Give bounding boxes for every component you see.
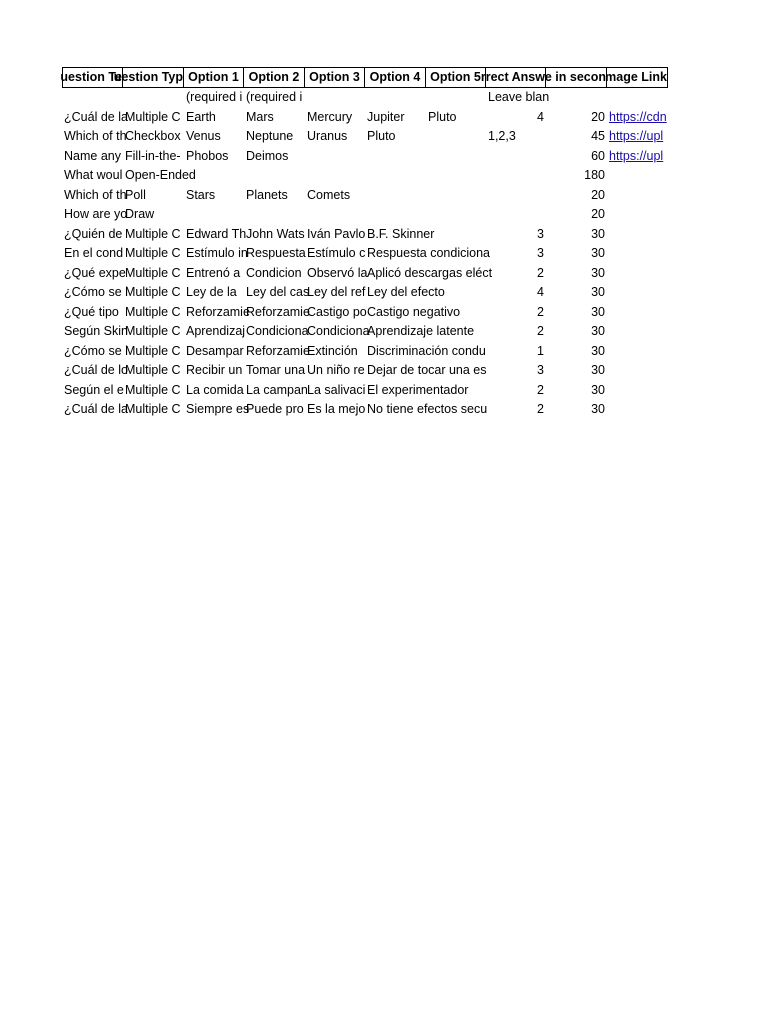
cell-time-in-seconds[interactable]: 45 (591, 129, 605, 143)
cell-option-5[interactable] (426, 400, 486, 420)
cell-image-link[interactable] (607, 264, 668, 284)
table-row (62, 264, 668, 284)
cell-option-1[interactable]: Stars (186, 187, 216, 202)
table-body (62, 88, 668, 420)
cell-image-link[interactable] (607, 342, 668, 362)
table-row (62, 342, 668, 362)
cell-option-5[interactable] (426, 205, 486, 225)
cell-option-5[interactable]: Pluto (428, 109, 457, 124)
cell-option-2[interactable] (244, 205, 305, 225)
cell-time-in-seconds[interactable]: 30 (591, 226, 605, 241)
cell-option-3[interactable]: Un niño re (307, 363, 365, 377)
cell-question-text[interactable]: ¿Qué expe (64, 265, 126, 280)
cell-time-in-seconds[interactable]: 30 (591, 343, 605, 358)
cell-time-in-seconds[interactable] (546, 88, 607, 108)
cell-question-type[interactable]: Poll (125, 187, 146, 202)
cell-option-3[interactable]: Iván Pavlo (307, 226, 366, 241)
cell-time-in-seconds[interactable]: 60 (591, 148, 605, 163)
cell-option-1[interactable]: Phobos (186, 148, 229, 163)
cell-time-in-seconds[interactable]: 20 (591, 187, 605, 202)
cell-option-5[interactable] (426, 127, 486, 147)
cell-option-3[interactable] (305, 88, 365, 108)
cell-option-5[interactable] (426, 166, 486, 186)
cell-correct-answer[interactable]: 1 (537, 343, 544, 358)
cell-option-4[interactable] (365, 147, 426, 167)
cell-option-4[interactable]: Jupiter (367, 109, 405, 124)
cell-option-5[interactable] (426, 283, 486, 303)
cell-option-2[interactable]: Respuesta (246, 246, 306, 260)
cell-correct-answer[interactable] (486, 205, 546, 225)
cell-image-link[interactable] (607, 381, 668, 401)
cell-option-1[interactable]: Desampar (186, 343, 244, 358)
cell-question-type[interactable]: Multiple C (125, 265, 181, 280)
table-row (62, 361, 668, 381)
table-row (62, 303, 668, 323)
cell-question-text[interactable] (62, 88, 123, 108)
header-image-link[interactable]: mage Link (607, 67, 668, 88)
header-option-2[interactable]: Option 2 (244, 67, 305, 88)
header-time-in-seconds[interactable]: e in secon (546, 67, 607, 88)
cell-option-3[interactable] (305, 205, 365, 225)
header-question-type[interactable]: uestion Typ (123, 67, 184, 88)
cell-image-link[interactable] (607, 322, 668, 342)
cell-option-2[interactable]: Planets (246, 187, 288, 202)
cell-option-1[interactable]: Ley de la (186, 285, 237, 299)
cell-question-type[interactable]: Multiple C (125, 402, 181, 416)
cell-option-4[interactable]: Aplicó descargas eléct (367, 265, 493, 280)
cell-correct-answer[interactable] (486, 166, 546, 186)
cell-question-text[interactable]: Which of th (64, 187, 127, 202)
table-row (62, 283, 668, 303)
cell-correct-answer[interactable]: 2 (537, 304, 544, 319)
cell-option-2[interactable]: Reforzamie (246, 343, 310, 358)
cell-image-link[interactable] (607, 244, 668, 264)
cell-time-in-seconds[interactable]: 30 (591, 382, 605, 397)
cell-option-2[interactable] (244, 166, 305, 186)
cell-option-4[interactable]: Respuesta condiciona (367, 246, 490, 260)
cell-question-text[interactable]: Which of th (64, 129, 127, 143)
table-row (62, 108, 668, 128)
header-option-1[interactable]: Option 1 (184, 67, 244, 88)
cell-option-4[interactable]: Castigo negativo (367, 304, 461, 319)
cell-option-3[interactable]: Ley del ref (307, 285, 366, 299)
cell-option-5[interactable] (426, 322, 486, 342)
cell-option-1[interactable] (184, 166, 244, 186)
cell-option-2[interactable]: Mars (246, 109, 274, 124)
cell-option-3[interactable]: Castigo po (307, 304, 367, 319)
header-question-text[interactable]: uestion Te (62, 67, 123, 88)
header-option-5[interactable]: Option 5 (426, 67, 486, 88)
cell-image-link[interactable] (607, 400, 668, 420)
cell-option-3[interactable]: Mercury (307, 109, 353, 124)
cell-option-1[interactable]: La comida (186, 382, 244, 397)
cell-option-2[interactable]: Condicion (246, 265, 302, 280)
cell-option-2[interactable]: John Wats (246, 226, 305, 241)
cell-question-type[interactable]: Draw (125, 207, 155, 221)
cell-image-link[interactable]: https://upl (609, 129, 664, 143)
cell-question-text[interactable]: Según el e (64, 382, 124, 397)
cell-correct-answer[interactable]: 2 (537, 382, 544, 397)
cell-option-1[interactable]: Edward Th (186, 226, 247, 241)
cell-question-type[interactable]: Multiple C (125, 343, 181, 358)
cell-question-type[interactable]: Fill-in-the- (125, 148, 181, 163)
header-row (62, 67, 668, 88)
cell-option-3[interactable]: Uranus (307, 129, 348, 143)
cell-time-in-seconds[interactable]: 180 (584, 168, 605, 182)
cell-option-4[interactable]: B.F. Skinner (367, 226, 435, 241)
cell-option-1[interactable]: (required i (186, 90, 243, 104)
cell-option-3[interactable]: Comets (307, 187, 351, 202)
cell-option-5[interactable] (426, 381, 486, 401)
cell-option-1[interactable]: Entrenó a (186, 265, 241, 280)
cell-time-in-seconds[interactable]: 30 (591, 285, 605, 299)
cell-question-text[interactable]: ¿Cuál de la (64, 402, 128, 416)
table-row (62, 166, 668, 186)
cell-correct-answer[interactable]: 2 (537, 265, 544, 280)
cell-option-3[interactable]: Extinción (307, 343, 358, 358)
cell-question-text[interactable]: En el cond (64, 246, 124, 260)
cell-option-4[interactable]: El experimentador (367, 382, 469, 397)
cell-image-link[interactable] (607, 361, 668, 381)
cell-correct-answer[interactable]: 2 (537, 402, 544, 416)
cell-option-2[interactable]: La campan (246, 382, 308, 397)
cell-image-link[interactable] (607, 166, 668, 186)
header-correct-answer[interactable]: rrect Answ (486, 67, 546, 88)
cell-option-5[interactable] (426, 361, 486, 381)
cell-option-1[interactable]: Reforzamie (186, 304, 250, 319)
table-row (62, 322, 668, 342)
cell-question-text[interactable]: How are yo (64, 207, 128, 221)
cell-option-3[interactable]: Estímulo c (307, 246, 366, 260)
cell-time-in-seconds[interactable]: 30 (591, 265, 605, 280)
cell-option-3[interactable]: La salivaci (307, 382, 366, 397)
cell-option-1[interactable]: Earth (186, 109, 216, 124)
table-row (62, 381, 668, 401)
cell-option-2[interactable]: Deimos (246, 148, 289, 163)
cell-option-5[interactable] (426, 244, 486, 264)
cell-option-3[interactable] (305, 147, 365, 167)
cell-question-text[interactable]: ¿Cómo se l (64, 285, 128, 299)
cell-question-type[interactable] (123, 88, 184, 108)
cell-question-text[interactable]: What woul (64, 168, 123, 182)
cell-question-text[interactable]: ¿Cuál de lo (64, 363, 128, 377)
cell-correct-answer[interactable] (486, 186, 546, 206)
cell-option-4[interactable] (365, 205, 426, 225)
cell-correct-answer[interactable]: 1,2,3 (488, 129, 516, 143)
cell-question-type[interactable]: Open-Ended (125, 168, 196, 182)
cell-image-link[interactable] (607, 283, 668, 303)
cell-image-link[interactable] (607, 303, 668, 323)
cell-correct-answer[interactable]: 4 (537, 109, 544, 124)
cell-option-4[interactable] (365, 166, 426, 186)
cell-option-4[interactable]: No tiene efectos secu (367, 402, 488, 416)
table-row (62, 186, 668, 206)
table-row (62, 205, 668, 225)
cell-option-2[interactable]: (required i (246, 90, 303, 104)
cell-option-3[interactable]: Observó la (307, 265, 368, 280)
cell-image-link[interactable] (607, 88, 668, 108)
header-option-4[interactable]: Option 4 (365, 67, 426, 88)
table-row (62, 127, 668, 147)
cell-option-3[interactable]: Condiciona (307, 324, 370, 338)
cell-time-in-seconds[interactable]: 20 (591, 109, 605, 124)
cell-time-in-seconds[interactable]: 30 (591, 304, 605, 319)
cell-time-in-seconds[interactable]: 30 (591, 402, 605, 416)
table-row (62, 244, 668, 264)
cell-time-in-seconds[interactable]: 20 (591, 207, 605, 221)
cell-correct-answer[interactable]: Leave blan (488, 90, 550, 104)
cell-option-3[interactable] (305, 166, 365, 186)
cell-option-2[interactable]: Tomar una (246, 363, 306, 377)
cell-correct-answer[interactable]: 3 (537, 363, 544, 377)
cell-option-4[interactable]: Pluto (367, 129, 396, 143)
table-row (62, 225, 668, 245)
cell-question-text[interactable]: Según Skin (64, 324, 128, 338)
cell-option-2[interactable]: Reforzamie (246, 304, 310, 319)
cell-option-5[interactable] (426, 264, 486, 284)
cell-option-3[interactable]: Es la mejo (307, 402, 366, 416)
cell-option-1[interactable]: Aprendizaj (186, 324, 246, 338)
cell-correct-answer[interactable] (486, 147, 546, 167)
cell-question-type[interactable]: Multiple C (125, 304, 181, 319)
cell-correct-answer[interactable]: 3 (537, 226, 544, 241)
cell-option-4[interactable]: Dejar de tocar una es (367, 363, 487, 377)
header-option-3[interactable]: Option 3 (305, 67, 365, 88)
cell-option-2[interactable]: Ley del cas (246, 285, 310, 299)
cell-correct-answer[interactable]: 3 (537, 246, 544, 260)
cell-option-1[interactable] (184, 205, 244, 225)
cell-question-type[interactable]: Multiple C (125, 285, 181, 299)
cell-question-type[interactable]: Multiple C (125, 363, 181, 377)
cell-image-link[interactable]: https://cdn (609, 109, 667, 124)
cell-question-type[interactable]: Multiple C (125, 382, 181, 397)
spreadsheet-grid (62, 67, 668, 420)
cell-question-type[interactable]: Multiple C (125, 246, 181, 260)
cell-time-in-seconds[interactable]: 30 (591, 246, 605, 260)
cell-question-type[interactable]: Multiple C (125, 324, 181, 338)
cell-option-5[interactable] (426, 147, 486, 167)
cell-question-type[interactable]: Multiple C (125, 226, 181, 241)
cell-option-2[interactable]: Puede pro (246, 402, 304, 416)
table-row (62, 400, 668, 420)
table-row (62, 88, 668, 108)
cell-option-5[interactable] (426, 88, 486, 108)
cell-option-1[interactable]: Venus (186, 129, 221, 143)
cell-image-link[interactable] (607, 205, 668, 225)
cell-option-1[interactable]: Recibir un (186, 363, 243, 377)
cell-image-link[interactable] (607, 186, 668, 206)
cell-question-text[interactable]: Name any (64, 148, 121, 163)
cell-option-5[interactable] (426, 342, 486, 362)
cell-option-4[interactable] (365, 186, 426, 206)
cell-option-4[interactable]: Aprendizaje latente (367, 324, 475, 338)
cell-correct-answer[interactable]: 2 (537, 324, 544, 338)
cell-question-type[interactable]: Multiple C (125, 109, 181, 124)
cell-time-in-seconds[interactable]: 30 (591, 324, 605, 338)
cell-option-5[interactable] (426, 225, 486, 245)
cell-image-link[interactable]: https://upl (609, 148, 664, 163)
cell-question-text[interactable]: ¿Qué tipo (64, 304, 119, 319)
cell-option-5[interactable] (426, 186, 486, 206)
table-row (62, 147, 668, 167)
cell-option-2[interactable]: Neptune (246, 129, 294, 143)
cell-question-type[interactable]: Checkbox (125, 129, 181, 143)
cell-option-4[interactable] (365, 88, 426, 108)
cell-option-1[interactable]: Siempre es (186, 402, 250, 416)
cell-correct-answer[interactable]: 4 (537, 285, 544, 299)
cell-question-text[interactable]: ¿Quién de (64, 226, 123, 241)
cell-time-in-seconds[interactable]: 30 (591, 363, 605, 377)
cell-option-4[interactable]: Discriminación condu (367, 343, 486, 358)
cell-question-text[interactable]: ¿Cuál de la (64, 109, 128, 124)
cell-option-4[interactable]: Ley del efecto (367, 285, 445, 299)
cell-image-link[interactable] (607, 225, 668, 245)
cell-option-1[interactable]: Estímulo in (186, 246, 248, 260)
cell-option-2[interactable]: Condiciona (246, 324, 309, 338)
cell-question-text[interactable]: ¿Cómo se l (64, 343, 128, 358)
cell-option-5[interactable] (426, 303, 486, 323)
